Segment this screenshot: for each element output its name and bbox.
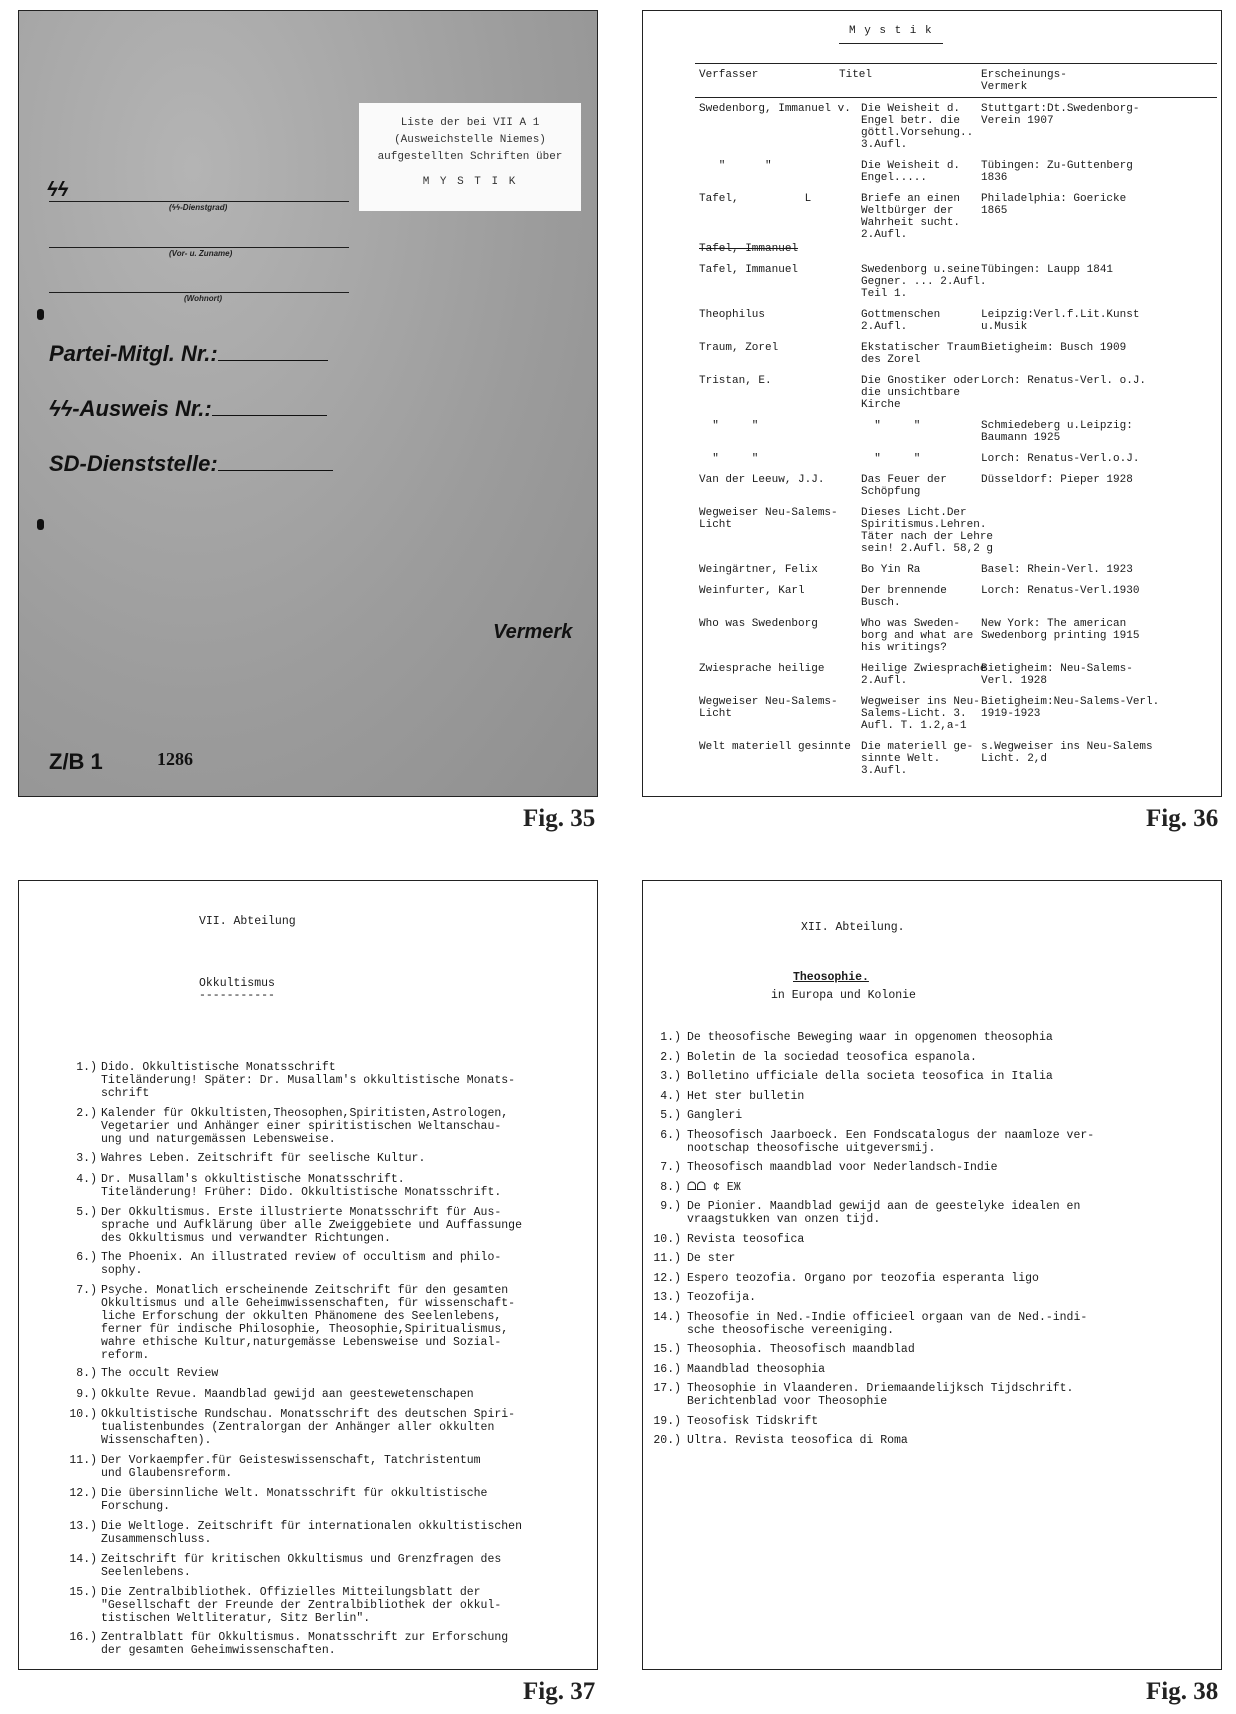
file-number: 1286 [157,749,193,769]
fig36-cell-v: Bietigheim:Neu-Salems-Verl. 1919-1923 [981,696,1160,720]
partei-label: Partei-Mitgl. Nr.: [49,341,218,366]
partei-field [49,341,328,367]
list-item: Bolletino ufficiale della societa teosofica in Italia [687,1070,1053,1083]
list-item: Die Weltloge. Zeitschrift für internationalen okkultistischen Zusammenschluss. [101,1519,522,1546]
item-number: 12.) [69,1486,97,1500]
fig36-cell-t: Heilige Zwiesprache 2.Aufl. [861,663,987,687]
table-rule [695,63,1217,64]
item-number: 7.) [76,1284,97,1297]
item-number: 5.) [660,1109,681,1122]
list-item: Der Okkultismus. Erste illustrierte Monatsschrift für Aus- sprache und Aufklärung über alle Zweiggebiete und Auffassunge des Okkultismus und verwandter Richtungen. [101,1205,522,1245]
list-item: Revista teosofica [687,1232,805,1246]
list-item: Psyche. Monatlich erscheinende Zeitschrift für den gesamten Okkultismus und alle Geheimwissenschaften, für wissenschaft- liche Erforschung der okkulten Phänomene des Seelenlebens, ferner für indische Philosophie, Theosophie,Spiritualismus, wahre ethische Kultur,naturgemässe Lebensweise und Sozial- reform. [101,1284,516,1362]
fig36-cell-a: Swedenborg, Immanuel v. [699,103,851,115]
fig36-cell-t: Who was Sweden- borg and what are his writings? [861,618,974,654]
struck-entry: Tafel, Immanuel [699,243,799,255]
divider [49,292,349,293]
list-item: Ultra. Revista teosofica di Roma [687,1434,908,1447]
fig36-cell-v: Lorch: Renatus-Verl.1930 [981,585,1140,597]
fig36-cell-t: Der brennende Busch. [861,585,947,609]
list-item: De theosofische Beweging waar in opgenomen theosophia [687,1031,1053,1044]
list-item: The Phoenix. An illustrated review of occultism and philo- sophy. [101,1251,502,1277]
fig36-cell-t: Die Weisheit d. Engel..... [861,160,961,184]
fig36-cell-t: " " [861,453,921,465]
list-item: Die Zentralbibliothek. Offizielles Mitteilungsblatt der "Gesellschaft der Freunde der Zentralbibliothek der okkul- tistischen Weltliteratur, Sitz Berlin". [101,1585,502,1625]
list-item: Teozofija. [687,1291,757,1304]
fig36-cell-a: Theophilus [699,309,766,321]
fig36-cell-v: Tübingen: Laupp 1841 [981,264,1114,276]
item-number: 9.) [660,1200,681,1213]
list-item: Der Vorkaempfer.für Geisteswissenschaft, Tatchristentum und Glaubensreform. [101,1453,481,1480]
fig36-cell-a: Who was Swedenborg [699,618,818,630]
fig35-label-line: (Ausweichstelle Niemes) [394,134,546,146]
list-item: Teosofisk Tidskrift [687,1414,819,1428]
punch-hole [37,309,44,320]
item-number: 14.) [653,1310,681,1324]
list-item: Dido. Okkultistische Monatsschrift Titeländerung! Später: Dr. Musallam's okkultistische Monats- schrift [101,1061,516,1100]
fig36-cell-a: Welt materiell gesinnte [699,741,851,753]
list-item: Theosofisch Jaarboeck. Een Fondscatalogus der naamloze ver- nootschap theosofische uitgeversmij. [687,1128,1095,1155]
title-underline [839,43,943,44]
fig35-label-line: aufgestellten Schriften über [377,151,563,163]
fig36-cell-t: Briefe an einen Weltbürger der Wahrheit sucht. 2.Aufl. [861,193,961,241]
item-number: 3.) [660,1070,681,1083]
item-number: 4.) [76,1172,97,1186]
list-item: Zentralblatt für Okkultismus. Monatsschrift zur Erforschung der gesamten Geheimwissenschaften. [101,1631,509,1657]
caption-fig35: Fig. 35 [523,805,596,832]
fig36-cell-t: " " [861,420,921,432]
fig36-cell-v: s.Wegweiser ins Neu-Salems Licht. 2,d [981,741,1153,765]
fig36-cell-t: Die Gnostiker oder die unsichtbare Kirche [861,375,980,411]
fig36-title: M y s t i k [849,25,933,37]
item-number: 3.) [76,1152,97,1165]
item-number: 7.) [660,1161,681,1174]
list-item: De Pionier. Maandblad gewijd aan de geestelyke idealen en vraagstukken van onzen tijd. [687,1200,1081,1226]
fig36-cell-v: Leipzig:Verl.f.Lit.Kunst u.Musik [981,309,1140,333]
list-item: Kalender für Okkultisten,Theosophen,Spiritisten,Astrologen, Vegetarier und Anhänger einer spiritistischen Weltanschau- ung und naturgemässen Lebensweise. [101,1106,509,1146]
fig36-cell-v: Bietigheim: Busch 1909 [981,342,1127,354]
item-number: 1.) [660,1031,681,1044]
item-number: 20.) [653,1434,681,1447]
divider [49,247,349,248]
list-item: Okkultistische Rundschau. Monatsschrift des deutschen Spiri- tualistenbundes (Zentralorgan der Anhänger aller okkulten Wissenschaften). [101,1408,516,1447]
fig37-heading: VII. Abteilung [199,915,296,928]
item-number: 5.) [76,1205,97,1219]
fig36-cell-a: Tafel, L [699,193,812,205]
fig36-cell-v: Lorch: Renatus-Verl.o.J. [981,453,1140,465]
fig36-cell-t: Ekstatischer Traum des Zorel [861,342,980,366]
list-item: Maandblad theosophia [687,1362,826,1376]
list-item: ᗝᗝ ¢ EЖ [687,1180,741,1194]
item-number: 10.) [653,1232,681,1246]
dienstgrad-label: (ϟϟ-Dienstgrad) [169,203,228,212]
item-number: 1.) [76,1061,97,1074]
dienststelle-field [49,451,333,477]
list-item: De ster [687,1252,736,1265]
fig38-title: Theosophie. [793,971,869,984]
list-item: Espero teozofia. Organo por teozofia esperanta ligo [687,1271,1039,1285]
caption-fig36: Fig. 36 [1146,805,1219,832]
fig36-cell-v: Bietigheim: Neu-Salems- Verl. 1928 [981,663,1133,687]
fig38-subtitle: in Europa und Kolonie [771,989,916,1002]
list-item: Gangleri [687,1109,743,1122]
col-header-title: Titel [839,69,873,81]
list-item: Wahres Leben. Zeitschrift für seelische Kultur. [101,1152,426,1165]
item-number: 6.) [76,1251,97,1264]
divider [49,201,349,202]
vorname-label: (Vor- u. Zuname) [169,249,233,258]
list-item: Theosofie in Ned.-Indie officieel orgaan van de Ned.-indi- sche theosofische vereeniging. [687,1310,1088,1337]
fig36-cell-a: Tristan, E. [699,375,772,387]
item-number: 8.) [76,1367,97,1380]
wohnort-label: (Wohnort) [184,294,223,303]
fig36-cell-t: Die materiell ge- sinnte Welt. 3.Aufl. [861,741,974,777]
fig36-cell-a: " " [699,160,772,172]
item-number: 13.) [69,1519,97,1533]
item-number: 8.) [660,1180,681,1194]
item-number: 15.) [69,1585,97,1599]
table-rule [695,97,1217,98]
fig36-cell-v: Philadelphia: Goericke 1865 [981,193,1127,217]
fig36-cell-a: Wegweiser Neu-Salems- Licht [699,507,838,531]
item-number: 12.) [653,1271,681,1285]
list-item: Boletin de la sociedad teosofica espanola. [687,1050,977,1064]
caption-fig38: Fig. 38 [1146,1678,1219,1705]
fig37-title: Okkultismus [199,977,275,990]
fig36-cell-t: Gottmenschen 2.Aufl. [861,309,941,333]
fig36-cell-a: Traum, Zorel [699,342,779,354]
fig36-cell-a: " " [699,453,759,465]
fig36-cell-t: Bo Yin Ra [861,564,921,576]
item-number: 16.) [653,1362,681,1376]
signature: Z/B 1 [49,749,103,774]
ss-rune: ϟϟ [47,179,69,201]
list-item: Theosofisch maandblad voor Nederlandsch-Indie [687,1161,998,1174]
item-number: 17.) [653,1382,681,1395]
fig36-cell-a: Wegweiser Neu-Salems- Licht [699,696,838,720]
fig38-panel [642,880,1222,1670]
fig35-label [359,103,581,211]
fig36-cell-a: Tafel, Immanuel [699,264,799,276]
item-number: 9.) [76,1387,97,1401]
fig36-cell-t: Dieses Licht.Der Spiritismus.Lehren. Täter nach der Lehre sein! 2.Aufl. 58,2 g [861,507,994,555]
fig36-cell-t: Das Feuer der Schöpfung [861,474,947,498]
fig36-cell-v: Düsseldorf: Pieper 1928 [981,474,1133,486]
item-number: 2.) [660,1050,681,1064]
fig36-cell-v: Schmiedeberg u.Leipzig: Baumann 1925 [981,420,1133,444]
item-number: 10.) [69,1408,97,1421]
fig35-panel [18,10,598,797]
vermerk-label: Vermerk [493,621,573,643]
fig36-cell-v: Tübingen: Zu-Guttenberg 1836 [981,160,1133,184]
fig36-cell-a: " " [699,420,759,432]
fig36-cell-v: Lorch: Renatus-Verl. o.J. [981,375,1147,387]
fig36-cell-a: Weingärtner, Felix [699,564,818,576]
list-item: Zeitschrift für kritischen Okkultismus und Grenzfragen des Seelenlebens. [101,1552,502,1579]
list-item: Theosophia. Theosofisch maandblad [687,1343,915,1356]
dienststelle-label: SD-Dienststelle: [49,451,218,476]
item-number: 11.) [653,1252,681,1265]
item-number: 16.) [69,1631,97,1644]
ausweis-field [49,396,327,422]
fig37-panel [18,880,598,1670]
fig36-cell-v: Basel: Rhein-Verl. 1923 [981,564,1133,576]
ausweis-label: ϟϟ-Ausweis Nr.: [49,396,212,421]
fig36-cell-t: Die Weisheit d. Engel betr. die göttl.Vorsehung.. 3.Aufl. [861,103,974,151]
list-item: The occult Review [101,1367,219,1380]
list-item: Theosophie in Vlaanderen. Driemaandelijksch Tijdschrift. Berichtenblad voor Theosophie [687,1382,1074,1408]
item-number: 19.) [653,1414,681,1428]
item-number: 15.) [653,1343,681,1356]
fig35-label-line: M Y S T I K [422,176,518,188]
fig36-cell-t: Wegweiser ins Neu- Salems-Licht. 3. Aufl. T. 1.2,a-1 [861,696,980,732]
item-number: 6.) [660,1128,681,1142]
fig36-panel [642,10,1222,797]
col-header-author: Verfasser [699,69,759,81]
item-number: 11.) [69,1453,97,1467]
list-item: Die übersinnliche Welt. Monatsschrift für okkultistische Forschung. [101,1486,488,1513]
item-number: 2.) [76,1106,97,1120]
fig35-label-line: Liste der bei VII A 1 [400,117,540,129]
fig36-cell-t: Swedenborg u.seine Gegner. ... 2.Aufl. Teil 1. [861,264,987,300]
fig36-cell-v: Stuttgart:Dt.Swedenborg- Verein 1907 [981,103,1140,127]
item-number: 14.) [69,1552,97,1566]
punch-hole [37,519,44,530]
fig36-cell-a: Zwiesprache heilige [699,663,825,675]
fig38-heading: XII. Abteilung. [801,921,905,934]
caption-fig37: Fig. 37 [523,1678,596,1705]
fig36-cell-a: Van der Leeuw, J.J. [699,474,825,486]
col-header-publication: Erscheinungs- Vermerk [981,69,1067,93]
item-number: 4.) [660,1089,681,1103]
item-number: 13.) [653,1291,681,1304]
title-dashes: ----------- [199,989,275,1002]
list-item: Dr. Musallam's okkultistische Monatsschrift. Titeländerung! Früher: Dido. Okkultistische Monatsschrift. [101,1172,502,1199]
list-item: Het ster bulletin [687,1089,805,1103]
list-item: Okkulte Revue. Maandblad gewijd aan geestewetenschapen [101,1387,474,1401]
fig36-cell-a: Weinfurter, Karl [699,585,805,597]
fig36-cell-v: New York: The american Swedenborg printing 1915 [981,618,1140,642]
